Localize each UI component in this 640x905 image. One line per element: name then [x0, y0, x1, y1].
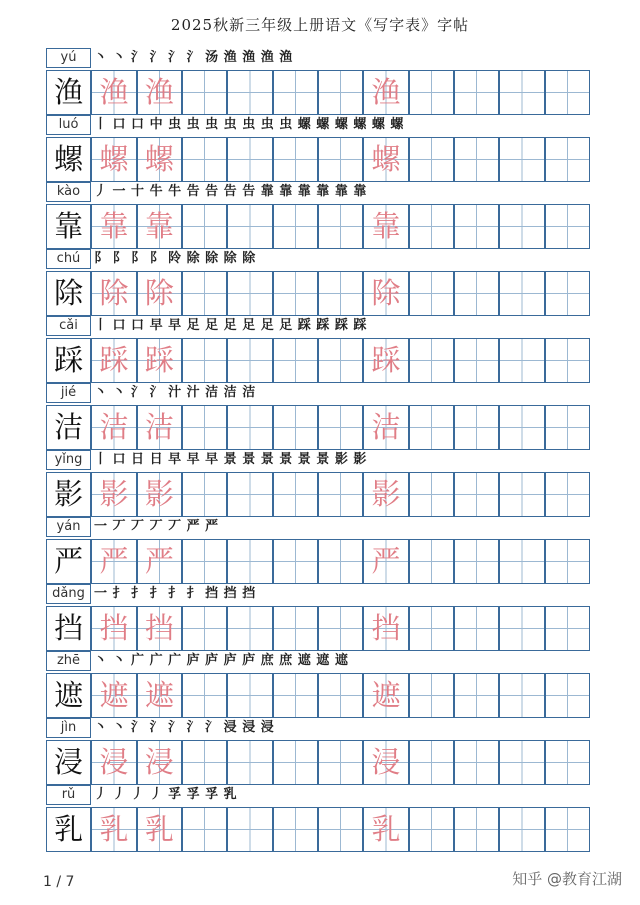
stroke-order: 一 扌 扌 扌 扌 扌 挡 挡 挡: [94, 586, 256, 601]
trace-character: 遮: [371, 678, 401, 712]
writing-cell[interactable]: [454, 673, 499, 718]
stroke-order: 丶 丶 氵 氵 汁 汁 洁 洁 洁: [94, 385, 256, 400]
writing-cell[interactable]: [363, 204, 408, 249]
writing-cell[interactable]: [499, 338, 544, 383]
model-cell: [46, 539, 91, 584]
character-block: [46, 651, 590, 718]
writing-cell[interactable]: [363, 70, 408, 115]
character-block: [46, 48, 590, 115]
trace-character: 浸: [371, 745, 401, 779]
pinyin-row: [46, 383, 590, 403]
writing-cell[interactable]: [454, 70, 499, 115]
writing-cell[interactable]: [318, 606, 363, 651]
writing-cell[interactable]: [409, 673, 454, 718]
writing-cell[interactable]: [137, 539, 182, 584]
practice-sheet: [46, 48, 590, 852]
writing-cell[interactable]: [227, 539, 272, 584]
writing-cell[interactable]: [454, 204, 499, 249]
writing-cell[interactable]: [227, 70, 272, 115]
writing-grid: [46, 338, 590, 383]
writing-cell[interactable]: [363, 740, 408, 785]
writing-cell[interactable]: [499, 70, 544, 115]
stroke-order: 丿 丿 丿 丿 孚 孚 孚 乳: [94, 787, 238, 802]
writing-cell[interactable]: [545, 472, 590, 517]
writing-cell[interactable]: [409, 740, 454, 785]
writing-cell[interactable]: [91, 673, 136, 718]
writing-cell[interactable]: [409, 807, 454, 852]
writing-cell[interactable]: [91, 539, 136, 584]
character-block: [46, 383, 590, 450]
trace-character: 浸: [144, 745, 174, 779]
pinyin-label: rǔ: [46, 785, 91, 805]
stroke-order: 一 丆 丆 丆 丆 严 严: [94, 519, 219, 534]
writing-cell[interactable]: [227, 204, 272, 249]
model-character: 遮: [54, 678, 84, 712]
writing-cell[interactable]: [137, 740, 182, 785]
trace-character: 踩: [371, 343, 401, 377]
writing-cell[interactable]: [454, 338, 499, 383]
writing-grid: [46, 673, 590, 718]
pinyin-row: [46, 785, 590, 805]
writing-cell[interactable]: [137, 673, 182, 718]
stroke-order: 阝 阝 阝 阝 阾 除 除 除 除: [94, 251, 256, 266]
pinyin-label: yán: [46, 517, 91, 537]
trace-character: 渔: [371, 75, 401, 109]
writing-cell[interactable]: [363, 673, 408, 718]
pinyin-label: zhē: [46, 651, 91, 671]
writing-cell[interactable]: [273, 673, 318, 718]
writing-cell[interactable]: [499, 137, 544, 182]
pinyin-row: [46, 182, 590, 202]
writing-cell[interactable]: [137, 807, 182, 852]
model-cell: [46, 405, 91, 450]
writing-cell[interactable]: [273, 740, 318, 785]
trace-character: 渔: [144, 75, 174, 109]
page-indicator: 1 / 7: [43, 874, 75, 890]
watermark: 知乎 @教育江湖: [512, 870, 622, 888]
pinyin-label: jié: [46, 383, 91, 403]
writing-cell[interactable]: [182, 271, 227, 316]
character-block: [46, 517, 590, 584]
trace-character: 乳: [99, 812, 129, 846]
writing-grid: [46, 70, 590, 115]
character-block: [46, 115, 590, 182]
writing-cell[interactable]: [91, 807, 136, 852]
writing-grid: [46, 807, 590, 852]
writing-cell[interactable]: [454, 807, 499, 852]
character-block: [46, 785, 590, 852]
writing-cell[interactable]: [137, 606, 182, 651]
writing-cell[interactable]: [499, 472, 544, 517]
writing-cell[interactable]: [91, 271, 136, 316]
stroke-order: 丶 丶 广 广 广 庐 庐 庐 庐 庶 庶 遮 遮 遮: [94, 653, 349, 668]
pinyin-label: kào: [46, 182, 91, 202]
trace-character: 螺: [144, 142, 174, 176]
writing-cell[interactable]: [137, 137, 182, 182]
pinyin-label: luó: [46, 115, 91, 135]
writing-cell[interactable]: [363, 606, 408, 651]
trace-character: 挡: [144, 611, 174, 645]
writing-cell[interactable]: [318, 70, 363, 115]
writing-cell[interactable]: [318, 204, 363, 249]
pinyin-row: [46, 316, 590, 336]
trace-character: 浸: [99, 745, 129, 779]
character-block: [46, 182, 590, 249]
writing-cell[interactable]: [137, 271, 182, 316]
writing-cell[interactable]: [182, 204, 227, 249]
pinyin-row: [46, 115, 590, 135]
writing-cell[interactable]: [454, 740, 499, 785]
model-cell: [46, 673, 91, 718]
writing-cell[interactable]: [227, 338, 272, 383]
model-cell: [46, 338, 91, 383]
trace-character: 洁: [99, 410, 129, 444]
writing-cell[interactable]: [91, 405, 136, 450]
trace-character: 渔: [99, 75, 129, 109]
character-block: [46, 718, 590, 785]
page-title: 2025秋新三年级上册语文《写字表》字帖: [170, 16, 470, 34]
writing-cell[interactable]: [545, 405, 590, 450]
writing-cell[interactable]: [137, 405, 182, 450]
writing-cell[interactable]: [454, 271, 499, 316]
character-block: [46, 450, 590, 517]
writing-cell[interactable]: [227, 405, 272, 450]
writing-cell[interactable]: [545, 70, 590, 115]
model-cell: [46, 204, 91, 249]
pinyin-row: [46, 718, 590, 738]
model-cell: [46, 606, 91, 651]
writing-cell[interactable]: [137, 70, 182, 115]
writing-cell[interactable]: [273, 807, 318, 852]
writing-cell[interactable]: [545, 271, 590, 316]
writing-cell[interactable]: [227, 472, 272, 517]
trace-character: 踩: [144, 343, 174, 377]
model-character: 乳: [54, 812, 84, 846]
writing-cell[interactable]: [318, 673, 363, 718]
writing-cell[interactable]: [182, 673, 227, 718]
trace-character: 洁: [371, 410, 401, 444]
trace-character: 严: [371, 544, 401, 578]
stroke-order: 丨 口 口 早 早 足 足 足 足 足 足 踩 踩 踩 踩: [94, 318, 367, 333]
writing-cell[interactable]: [409, 539, 454, 584]
writing-cell[interactable]: [182, 606, 227, 651]
writing-cell[interactable]: [363, 338, 408, 383]
writing-cell[interactable]: [409, 137, 454, 182]
model-character: 洁: [54, 410, 84, 444]
writing-cell[interactable]: [91, 740, 136, 785]
pinyin-label: cǎi: [46, 316, 91, 336]
pinyin-label: yú: [46, 48, 91, 68]
writing-grid: [46, 539, 590, 584]
writing-cell[interactable]: [499, 673, 544, 718]
writing-cell[interactable]: [454, 137, 499, 182]
pinyin-row: [46, 249, 590, 269]
writing-grid: [46, 405, 590, 450]
pinyin-row: [46, 584, 590, 604]
model-cell: [46, 740, 91, 785]
model-cell: [46, 271, 91, 316]
writing-cell[interactable]: [363, 807, 408, 852]
stroke-order: 丨 口 日 日 早 早 早 景 景 景 景 景 景 影 影: [94, 452, 367, 467]
trace-character: 遮: [99, 678, 129, 712]
writing-cell[interactable]: [545, 137, 590, 182]
writing-grid: [46, 740, 590, 785]
trace-character: 挡: [99, 611, 129, 645]
writing-cell[interactable]: [273, 137, 318, 182]
writing-cell[interactable]: [499, 606, 544, 651]
pinyin-row: [46, 651, 590, 671]
writing-cell[interactable]: [273, 539, 318, 584]
writing-cell[interactable]: [227, 807, 272, 852]
stroke-order: 丨 口 口 中 虫 虫 虫 虫 虫 虫 虫 螺 螺 螺 螺 螺 螺: [94, 117, 404, 132]
model-character: 严: [54, 544, 84, 578]
writing-cell[interactable]: [545, 204, 590, 249]
model-cell: [46, 137, 91, 182]
character-block: [46, 584, 590, 651]
writing-cell[interactable]: [499, 204, 544, 249]
trace-character: 严: [144, 544, 174, 578]
character-block: [46, 249, 590, 316]
model-character: 除: [54, 276, 84, 310]
writing-cell[interactable]: [227, 740, 272, 785]
writing-cell[interactable]: [227, 137, 272, 182]
writing-cell[interactable]: [318, 740, 363, 785]
trace-character: 除: [144, 276, 174, 310]
writing-cell[interactable]: [91, 70, 136, 115]
writing-cell[interactable]: [409, 338, 454, 383]
writing-cell[interactable]: [318, 405, 363, 450]
model-character: 挡: [54, 611, 84, 645]
trace-character: 遮: [144, 678, 174, 712]
writing-cell[interactable]: [182, 338, 227, 383]
trace-character: 踩: [99, 343, 129, 377]
writing-cell[interactable]: [91, 606, 136, 651]
writing-cell[interactable]: [454, 539, 499, 584]
writing-grid: [46, 204, 590, 249]
writing-cell[interactable]: [454, 405, 499, 450]
model-cell: [46, 472, 91, 517]
trace-character: 靠: [99, 209, 129, 243]
trace-character: 影: [99, 477, 129, 511]
writing-cell[interactable]: [273, 338, 318, 383]
writing-cell[interactable]: [545, 807, 590, 852]
writing-cell[interactable]: [499, 740, 544, 785]
writing-grid: [46, 271, 590, 316]
writing-cell[interactable]: [227, 673, 272, 718]
writing-cell[interactable]: [182, 472, 227, 517]
writing-grid: [46, 472, 590, 517]
model-character: 渔: [54, 75, 84, 109]
writing-cell[interactable]: [137, 204, 182, 249]
writing-cell[interactable]: [182, 740, 227, 785]
writing-cell[interactable]: [499, 807, 544, 852]
writing-cell[interactable]: [182, 807, 227, 852]
writing-cell[interactable]: [318, 338, 363, 383]
model-cell: [46, 807, 91, 852]
trace-character: 影: [371, 477, 401, 511]
writing-grid: [46, 137, 590, 182]
writing-cell[interactable]: [409, 204, 454, 249]
writing-cell[interactable]: [363, 405, 408, 450]
writing-cell[interactable]: [273, 472, 318, 517]
pinyin-label: dǎng: [46, 584, 91, 604]
writing-cell[interactable]: [545, 539, 590, 584]
pinyin-row: [46, 450, 590, 470]
writing-cell[interactable]: [273, 271, 318, 316]
trace-character: 影: [144, 477, 174, 511]
model-character: 踩: [54, 343, 84, 377]
writing-cell[interactable]: [273, 405, 318, 450]
writing-cell[interactable]: [91, 338, 136, 383]
writing-cell[interactable]: [318, 539, 363, 584]
trace-character: 靠: [144, 209, 174, 243]
writing-cell[interactable]: [137, 338, 182, 383]
character-block: [46, 316, 590, 383]
writing-cell[interactable]: [273, 70, 318, 115]
writing-cell[interactable]: [545, 673, 590, 718]
writing-cell[interactable]: [273, 606, 318, 651]
writing-cell[interactable]: [499, 271, 544, 316]
pinyin-row: [46, 48, 590, 68]
writing-cell[interactable]: [545, 740, 590, 785]
writing-cell[interactable]: [182, 70, 227, 115]
stroke-order: 丿 一 十 牛 牛 告 告 告 告 靠 靠 靠 靠 靠 靠: [94, 184, 367, 199]
writing-cell[interactable]: [409, 271, 454, 316]
writing-cell[interactable]: [227, 271, 272, 316]
model-cell: [46, 70, 91, 115]
writing-cell[interactable]: [227, 606, 272, 651]
writing-cell[interactable]: [318, 271, 363, 316]
writing-cell[interactable]: [137, 472, 182, 517]
writing-cell[interactable]: [91, 472, 136, 517]
trace-character: 靠: [371, 209, 401, 243]
writing-cell[interactable]: [318, 807, 363, 852]
trace-character: 除: [99, 276, 129, 310]
pinyin-label: jìn: [46, 718, 91, 738]
trace-character: 螺: [371, 142, 401, 176]
writing-cell[interactable]: [409, 472, 454, 517]
trace-character: 螺: [99, 142, 129, 176]
writing-cell[interactable]: [409, 70, 454, 115]
writing-cell[interactable]: [182, 539, 227, 584]
trace-character: 洁: [144, 410, 174, 444]
writing-cell[interactable]: [499, 405, 544, 450]
writing-cell[interactable]: [454, 606, 499, 651]
writing-cell[interactable]: [318, 472, 363, 517]
pinyin-label: chú: [46, 249, 91, 269]
model-character: 影: [54, 477, 84, 511]
writing-cell[interactable]: [363, 137, 408, 182]
writing-cell[interactable]: [363, 539, 408, 584]
writing-cell[interactable]: [91, 137, 136, 182]
writing-grid: [46, 606, 590, 651]
writing-cell[interactable]: [91, 204, 136, 249]
writing-cell[interactable]: [499, 539, 544, 584]
writing-cell[interactable]: [182, 405, 227, 450]
model-character: 靠: [54, 209, 84, 243]
writing-cell[interactable]: [545, 338, 590, 383]
writing-cell[interactable]: [363, 472, 408, 517]
trace-character: 除: [371, 276, 401, 310]
pinyin-label: yǐng: [46, 450, 91, 470]
stroke-order: 丶 丶 氵 氵 氵 氵 汤 渔 渔 渔 渔: [94, 50, 293, 65]
writing-cell[interactable]: [182, 137, 227, 182]
trace-character: 乳: [371, 812, 401, 846]
model-character: 螺: [54, 142, 84, 176]
stroke-order: 丶 丶 氵 氵 氵 氵 氵 浸 浸 浸: [94, 720, 275, 735]
trace-character: 挡: [371, 611, 401, 645]
writing-cell[interactable]: [318, 137, 363, 182]
writing-cell[interactable]: [454, 472, 499, 517]
writing-cell[interactable]: [545, 606, 590, 651]
writing-cell[interactable]: [409, 606, 454, 651]
writing-cell[interactable]: [273, 204, 318, 249]
trace-character: 乳: [144, 812, 174, 846]
writing-cell[interactable]: [409, 405, 454, 450]
trace-character: 严: [99, 544, 129, 578]
writing-cell[interactable]: [363, 271, 408, 316]
model-character: 浸: [54, 745, 84, 779]
pinyin-row: [46, 517, 590, 537]
